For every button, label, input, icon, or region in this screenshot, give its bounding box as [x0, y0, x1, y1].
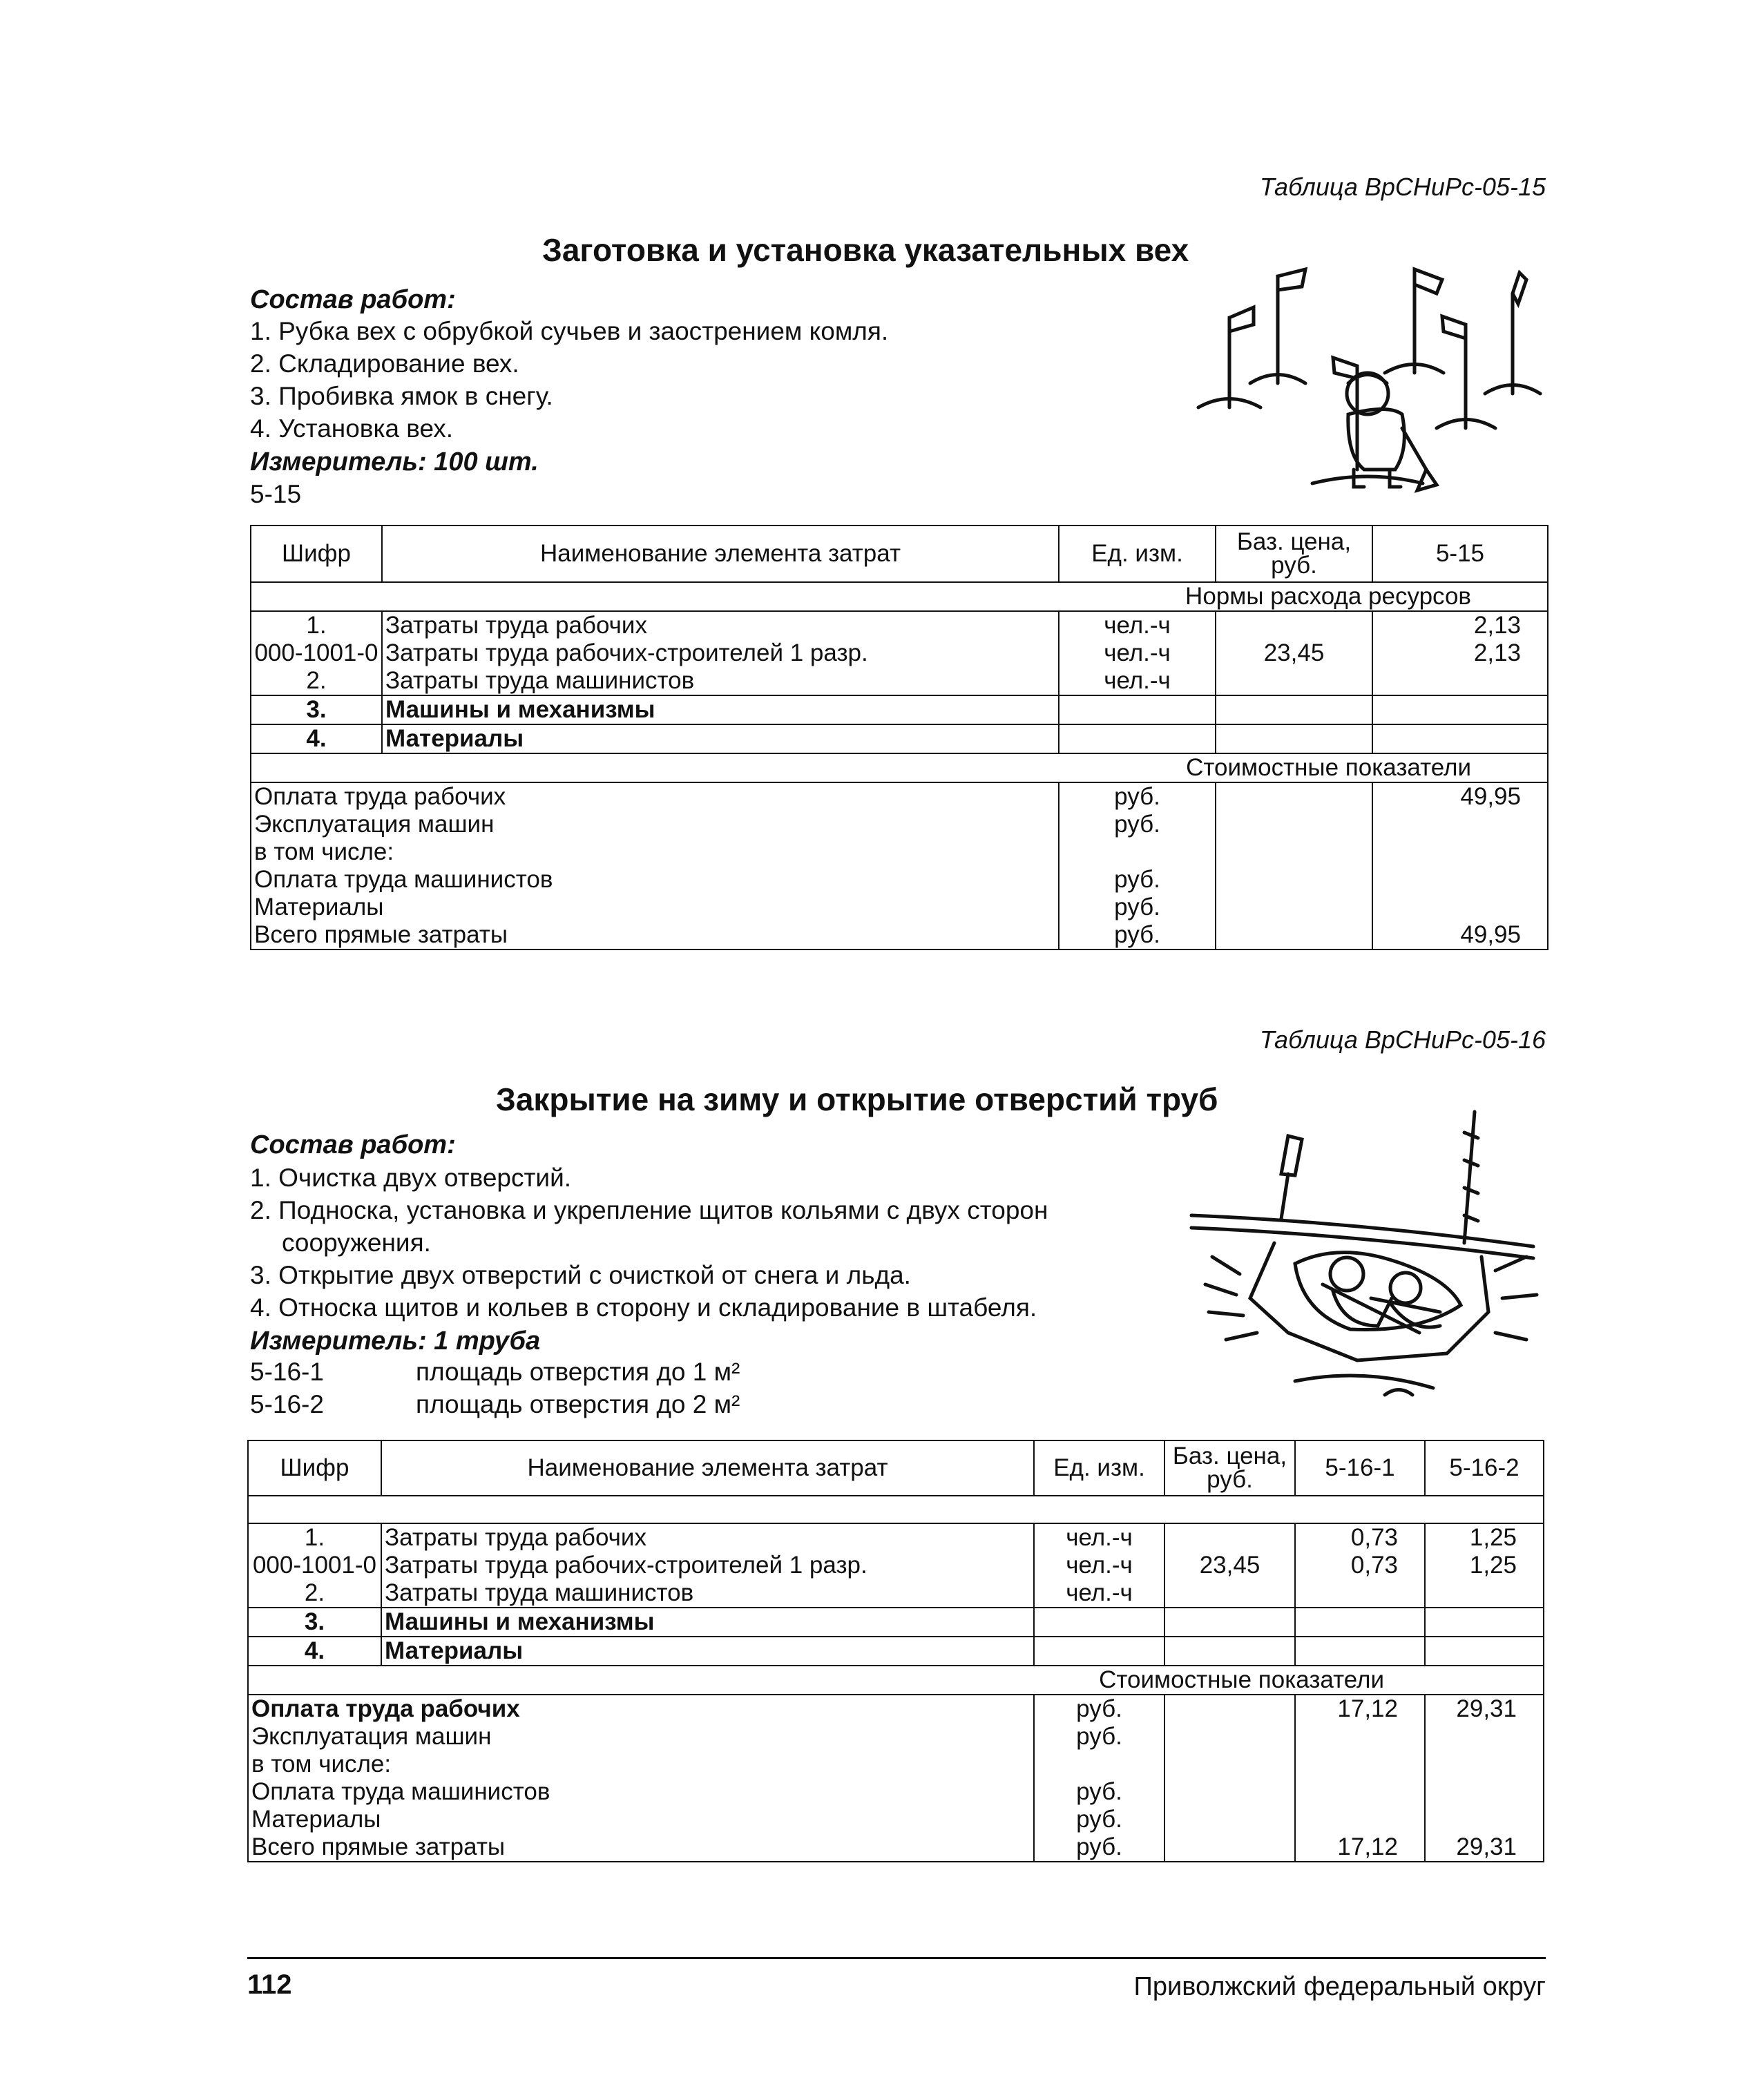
variant-code: 5-15 [250, 480, 302, 508]
price-cell: 23,45 [1164, 1552, 1295, 1579]
resource-rows [251, 611, 1548, 753]
table-row [251, 611, 1548, 639]
unit-cell [1059, 838, 1216, 866]
cost-label-row [251, 753, 1548, 782]
table-row [248, 1608, 1544, 1637]
name-cell: Затраты труда машинистов [382, 667, 1059, 695]
value-cell: 1,25 [1425, 1552, 1544, 1579]
variant-code: 5-16-2 [250, 1390, 324, 1418]
value-cell: 2,13 [1372, 611, 1548, 639]
col-header-code: Шифр [248, 1440, 381, 1496]
col-header-unit: Ед. изм. [1034, 1440, 1164, 1496]
code-cell: 4. [248, 1637, 381, 1666]
composition-label-2: Состав работ: [250, 1130, 456, 1159]
variant-desc: площадь отверстия до 1 м² [416, 1358, 740, 1386]
value-cell: 29,31 [1425, 1695, 1544, 1723]
section-title-2: Закрытие на зиму и открытие отверстий труб [496, 1081, 1218, 1117]
unit-cell: чел.-ч [1034, 1579, 1164, 1608]
name-cell: Материалы [381, 1637, 1034, 1666]
step: сооружения. [282, 1228, 431, 1257]
price-cell [1164, 1695, 1295, 1723]
meter-label-1: Измеритель: 100 шт. [250, 447, 539, 476]
cost-name-cell: Оплата труда машинистов [251, 866, 1059, 894]
value-cell [1425, 1806, 1544, 1833]
table-row [251, 838, 1548, 866]
norms-label: Нормы расхода ресурсов [251, 582, 1548, 611]
unit-cell: чел.-ч [1059, 667, 1216, 695]
table-row [248, 1806, 1544, 1833]
value-cell: 49,95 [1372, 921, 1548, 950]
cost-name-cell: Всего прямые затраты [248, 1833, 1034, 1862]
value-cell: 2,13 [1372, 639, 1548, 667]
cost-name-cell: в том числе: [248, 1751, 1034, 1778]
col-header-name: Наименование элемента затрат [381, 1440, 1034, 1496]
col-header-unit: Ед. изм. [1059, 526, 1216, 582]
unit-cell: руб. [1059, 921, 1216, 950]
unit-cell: руб. [1034, 1806, 1164, 1833]
step: 1. Очистка двух отверстий. [250, 1164, 572, 1192]
price-cell [1216, 838, 1372, 866]
cost-name-cell: Оплата труда машинистов [248, 1778, 1034, 1806]
unit-cell: руб. [1034, 1695, 1164, 1723]
resource-table-1 [250, 525, 1549, 950]
unit-cell: руб. [1059, 894, 1216, 921]
value-cell [1295, 1723, 1425, 1751]
name-cell: Затраты труда рабочих [382, 611, 1059, 639]
table-ref-1: Таблица ВрСНиРс-05-15 [1259, 173, 1546, 201]
cost-name-cell: Всего прямые затраты [251, 921, 1059, 950]
table-row [251, 667, 1548, 695]
unit-cell [1059, 695, 1216, 724]
table-ref-2: Таблица ВрСНиРс-05-16 [1259, 1025, 1546, 1054]
col-header-price: Баз. цена, руб. [1216, 526, 1372, 582]
unit-cell [1034, 1637, 1164, 1666]
value-cell [1295, 1806, 1425, 1833]
cost-label: Стоимостные показатели [248, 1666, 1544, 1695]
unit-cell: чел.-ч [1034, 1523, 1164, 1552]
value-cell [1372, 894, 1548, 921]
section-title-1: Заготовка и установка указательных вех [542, 232, 1189, 268]
cost-name-cell: Эксплуатация машин [251, 811, 1059, 838]
value-cell [1425, 1608, 1544, 1637]
price-cell [1216, 611, 1372, 639]
cost-rows [251, 782, 1548, 950]
col-header-code: Шифр [251, 526, 382, 582]
table-row [251, 639, 1548, 667]
table-row [251, 866, 1548, 894]
price-cell [1164, 1778, 1295, 1806]
price-cell [1164, 1751, 1295, 1778]
value-cell: 49,95 [1372, 782, 1548, 811]
col-header-variant: 5-15 [1372, 526, 1548, 582]
value-cell [1425, 1751, 1544, 1778]
col-header-price: Баз. цена, руб. [1164, 1440, 1295, 1496]
table-row [248, 1579, 1544, 1608]
code-cell: 2. [251, 667, 382, 695]
price-cell [1164, 1523, 1295, 1552]
cost-name-cell: в том числе: [251, 838, 1059, 866]
name-cell: Машины и механизмы [381, 1608, 1034, 1637]
table-row [251, 695, 1548, 724]
unit-cell: руб. [1034, 1778, 1164, 1806]
norms-row [251, 582, 1548, 611]
price-cell [1164, 1833, 1295, 1862]
table-row [248, 1723, 1544, 1751]
value-cell: 29,31 [1425, 1833, 1544, 1862]
unit-cell: чел.-ч [1059, 639, 1216, 667]
price-cell [1216, 782, 1372, 811]
unit-cell: чел.-ч [1034, 1552, 1164, 1579]
value-cell [1372, 838, 1548, 866]
table-row [251, 811, 1548, 838]
step: 4. Установка вех. [250, 414, 454, 443]
table-row [251, 724, 1548, 753]
value-cell [1372, 667, 1548, 695]
value-cell [1425, 1723, 1544, 1751]
table-row [248, 1751, 1544, 1778]
unit-cell: руб. [1059, 782, 1216, 811]
step: 1. Рубка вех с обрубкой сучьев и заострением комля. [250, 317, 889, 345]
price-cell [1216, 667, 1372, 695]
table-row [251, 894, 1548, 921]
cost-name-cell: Материалы [248, 1806, 1034, 1833]
table-row [251, 782, 1548, 811]
variant-item [250, 1356, 740, 1388]
unit-cell [1059, 724, 1216, 753]
value-cell [1295, 1608, 1425, 1637]
price-cell [1216, 811, 1372, 838]
unit-cell: руб. [1034, 1833, 1164, 1862]
code-cell: 3. [251, 695, 382, 724]
name-cell: Затраты труда рабочих-строителей 1 разр. [382, 639, 1059, 667]
price-cell [1216, 695, 1372, 724]
value-cell [1372, 866, 1548, 894]
unit-cell [1034, 1608, 1164, 1637]
resource-table-2 [247, 1440, 1544, 1862]
value-cell [1372, 695, 1548, 724]
step: 2. Подноска, установка и укрепление щитов кольями с двух сторон [250, 1196, 1048, 1224]
price-cell: 23,45 [1216, 639, 1372, 667]
variant-desc: площадь отверстия до 2 м² [416, 1390, 740, 1418]
cost-label-row [248, 1666, 1544, 1695]
name-cell: Затраты труда рабочих [381, 1523, 1034, 1552]
cost-rows [248, 1695, 1544, 1862]
value-cell [1425, 1579, 1544, 1608]
unit-cell [1034, 1751, 1164, 1778]
value-cell [1372, 724, 1548, 753]
col-header-variant: 5-16-1 [1295, 1440, 1425, 1496]
steps-list-1 [250, 315, 888, 445]
composition-label-1: Состав работ: [250, 285, 456, 314]
code-cell: 2. [248, 1579, 381, 1608]
price-cell [1164, 1579, 1295, 1608]
value-cell: 1,25 [1425, 1523, 1544, 1552]
value-cell [1425, 1778, 1544, 1806]
value-cell [1295, 1751, 1425, 1778]
code-cell: 000-1001-0 [248, 1552, 381, 1579]
name-cell: Материалы [382, 724, 1059, 753]
value-cell: 0,73 [1295, 1552, 1425, 1579]
step: 3. Открытие двух отверстий с очисткой от снега и льда. [250, 1261, 911, 1289]
col-header-name: Наименование элемента затрат [382, 526, 1059, 582]
value-cell: 0,73 [1295, 1523, 1425, 1552]
cost-name-cell: Оплата труда рабочих [248, 1695, 1034, 1723]
variant-item [250, 1388, 740, 1420]
value-cell: 17,12 [1295, 1695, 1425, 1723]
table-row [248, 1552, 1544, 1579]
name-cell: Затраты труда машинистов [381, 1579, 1034, 1608]
value-cell [1372, 811, 1548, 838]
code-cell: 000-1001-0 [251, 639, 382, 667]
page-number: 112 [247, 1969, 292, 2000]
footer-divider [247, 1957, 1546, 1959]
empty-norms-row [248, 1496, 1544, 1523]
name-cell: Машины и механизмы [382, 695, 1059, 724]
cost-name-cell: Материалы [251, 894, 1059, 921]
value-cell [1425, 1637, 1544, 1666]
unit-cell: чел.-ч [1059, 611, 1216, 639]
table-row [248, 1833, 1544, 1862]
table-row [248, 1523, 1544, 1552]
value-cell [1295, 1778, 1425, 1806]
table-header-row [251, 526, 1548, 582]
table-header-row [248, 1440, 1544, 1496]
variant-code: 5-16-1 [250, 1358, 324, 1386]
value-cell: 17,12 [1295, 1833, 1425, 1862]
step: 4. Относка щитов и кольев в сторону и складирование в штабеля. [250, 1293, 1037, 1322]
region-name: Приволжский федеральный округ [1133, 1972, 1546, 2001]
meter-label-2: Измеритель: 1 труба [250, 1327, 541, 1356]
step: 2. Складирование вех. [250, 349, 519, 378]
table-row [248, 1695, 1544, 1723]
table-row [248, 1778, 1544, 1806]
price-cell [1164, 1608, 1295, 1637]
code-cell: 1. [251, 611, 382, 639]
table-row [248, 1637, 1544, 1666]
marker-poles-illustration [1188, 242, 1547, 511]
col-header-variant: 5-16-2 [1425, 1440, 1544, 1496]
value-cell [1295, 1637, 1425, 1666]
resource-rows [248, 1523, 1544, 1666]
cost-name-cell: Оплата труда рабочих [251, 782, 1059, 811]
code-cell: 3. [248, 1608, 381, 1637]
step: 3. Пробивка ямок в снегу. [250, 382, 553, 410]
unit-cell: руб. [1034, 1723, 1164, 1751]
price-cell [1164, 1637, 1295, 1666]
cost-name-cell: Эксплуатация машин [248, 1723, 1034, 1751]
price-cell [1164, 1723, 1295, 1751]
unit-cell: руб. [1059, 866, 1216, 894]
price-cell [1216, 894, 1372, 921]
value-cell [1295, 1579, 1425, 1608]
name-cell: Затраты труда рабочих-строителей 1 разр. [381, 1552, 1034, 1579]
price-cell [1164, 1806, 1295, 1833]
variants-list-2 [250, 1356, 740, 1420]
price-cell [1216, 866, 1372, 894]
code-cell: 1. [248, 1523, 381, 1552]
price-cell [1216, 921, 1372, 950]
code-cell: 4. [251, 724, 382, 753]
unit-cell: руб. [1059, 811, 1216, 838]
table-row [251, 921, 1548, 950]
price-cell [1216, 724, 1372, 753]
cost-label: Стоимостные показатели [251, 753, 1548, 782]
pipe-winter-closing-illustration [1185, 1105, 1547, 1423]
steps-list-2 [250, 1162, 1048, 1324]
